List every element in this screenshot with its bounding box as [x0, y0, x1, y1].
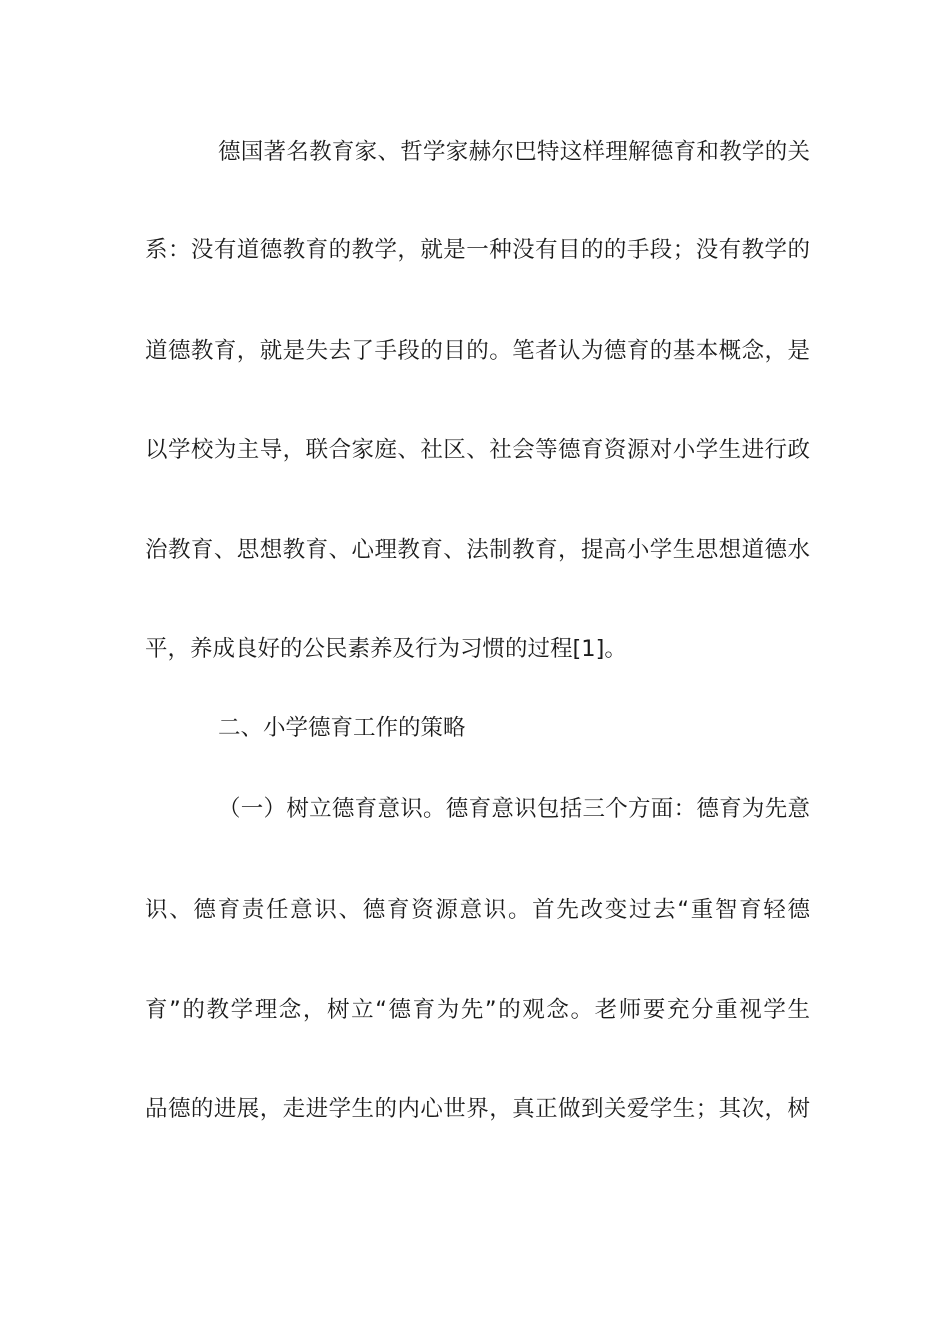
- paragraph-1-line-3: 道德教育，就是失去了手段的目的。笔者认为德育的基本概念，是: [145, 338, 810, 364]
- paragraph-1-line-4: 以学校为主导，联合家庭、社区、社会等德育资源对小学生进行政: [145, 437, 810, 463]
- paragraph-1-line-6: 平，养成良好的公民素养及行为习惯的过程[1]。: [145, 636, 627, 662]
- paragraph-1-line-2: 系：没有道德教育的教学，就是一种没有目的的手段；没有教学的: [145, 237, 810, 263]
- paragraph-2-line-1: （一）树立德育意识。德育意识包括三个方面：德育为先意: [218, 796, 810, 822]
- paragraph-2-line-3: 育”的教学理念，树立“德育为先”的观念。老师要充分重视学生: [145, 997, 810, 1023]
- paragraph-2-line-4: 品德的进展，走进学生的内心世界，真正做到关爱学生；其次，树: [145, 1096, 810, 1122]
- paragraph-1-line-1: 德国著名教育家、哲学家赫尔巴特这样理解德育和教学的关: [218, 139, 810, 165]
- section-heading: 二、小学德育工作的策略: [218, 715, 466, 741]
- paragraph-1-line-5: 治教育、思想教育、心理教育、法制教育，提高小学生思想道德水: [145, 537, 810, 563]
- paragraph-2-line-2: 识、德育责任意识、德育资源意识。首先改变过去“重智育轻德: [145, 897, 810, 923]
